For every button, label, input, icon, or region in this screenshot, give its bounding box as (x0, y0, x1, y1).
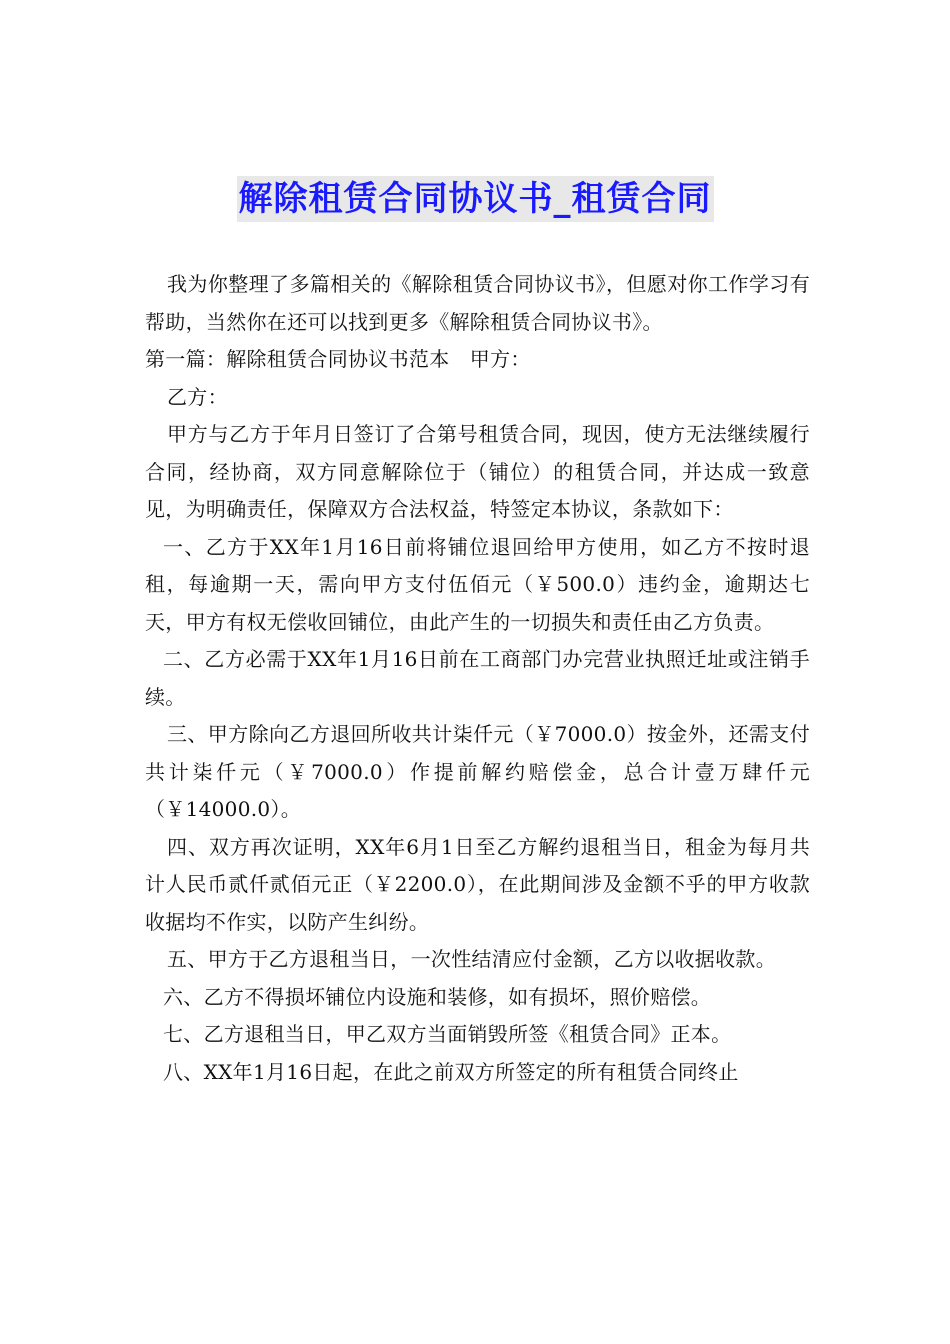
paragraph-clause-8: 八、XX年1月16日起，在此之前双方所签定的所有租赁合同终止 (163, 1059, 739, 1084)
title-container (0, 176, 950, 222)
paragraph-clause-2: 二、乙方必需于XX年1月16日前在工商部门办完营业执照迁址或注销手续。 (145, 647, 810, 709)
document-body (145, 266, 810, 1091)
paragraph-heading: 第一篇：解除租赁合同协议书范本 甲方： (145, 347, 531, 371)
paragraph-intro: 我为你整理了多篇相关的《解除租赁合同协议书》，但愿对你工作学习有帮助，当然你在还可以找到更多《解除租赁合同协议书》。 (145, 272, 810, 334)
paragraph-clause-6: 六、乙方不得损坏铺位内设施和装修，如有损坏，照价赔偿。 (163, 984, 712, 1009)
paragraph-party-b: 乙方： (167, 384, 228, 409)
paragraph-clause-4: 四、双方再次证明，XX年6月1日至乙方解约退租当日，租金为每月共计人民币贰仟贰佰元正（￥2200.0），在此期间涉及金额不乎的甲方收款收据均不作实，以防产生纠纷。 (145, 834, 810, 934)
paragraph-clause-7: 七、乙方退租当日，甲乙双方当面销毁所签《租赁合同》正本。 (163, 1022, 732, 1046)
paragraph-preamble: 甲方与乙方于年月日签订了合第号租赁合同，现因，使方无法继续履行合同，经协商，双方同意解除位于（铺位）的租赁合同，并达成一致意见，为明确责任，保障双方合法权益，特签定本协议，条款如下： (145, 422, 810, 521)
paragraph-clause-5: 五、甲方于乙方退租当日，一次性结清应付金额，乙方以收据收款。 (167, 947, 776, 971)
document-title: 解除租赁合同协议书_租赁合同 (237, 176, 714, 222)
paragraph-clause-1: 一、乙方于XX年1月16日前将铺位退回给甲方使用，如乙方不按时退租，每逾期一天，需向甲方支付伍佰元（￥500.0）违约金，逾期达七天，甲方有权无偿收回铺位，由此产生的一切损失和责任由乙方负责。 (145, 534, 810, 634)
paragraph-clause-3: 三、甲方除向乙方退回所收共计柒仟元（￥7000.0）按金外，还需支付共计柒仟元（￥7000.0）作提前解约赔偿金，总合计壹万肆仟元（￥14000.0）。 (145, 722, 810, 821)
